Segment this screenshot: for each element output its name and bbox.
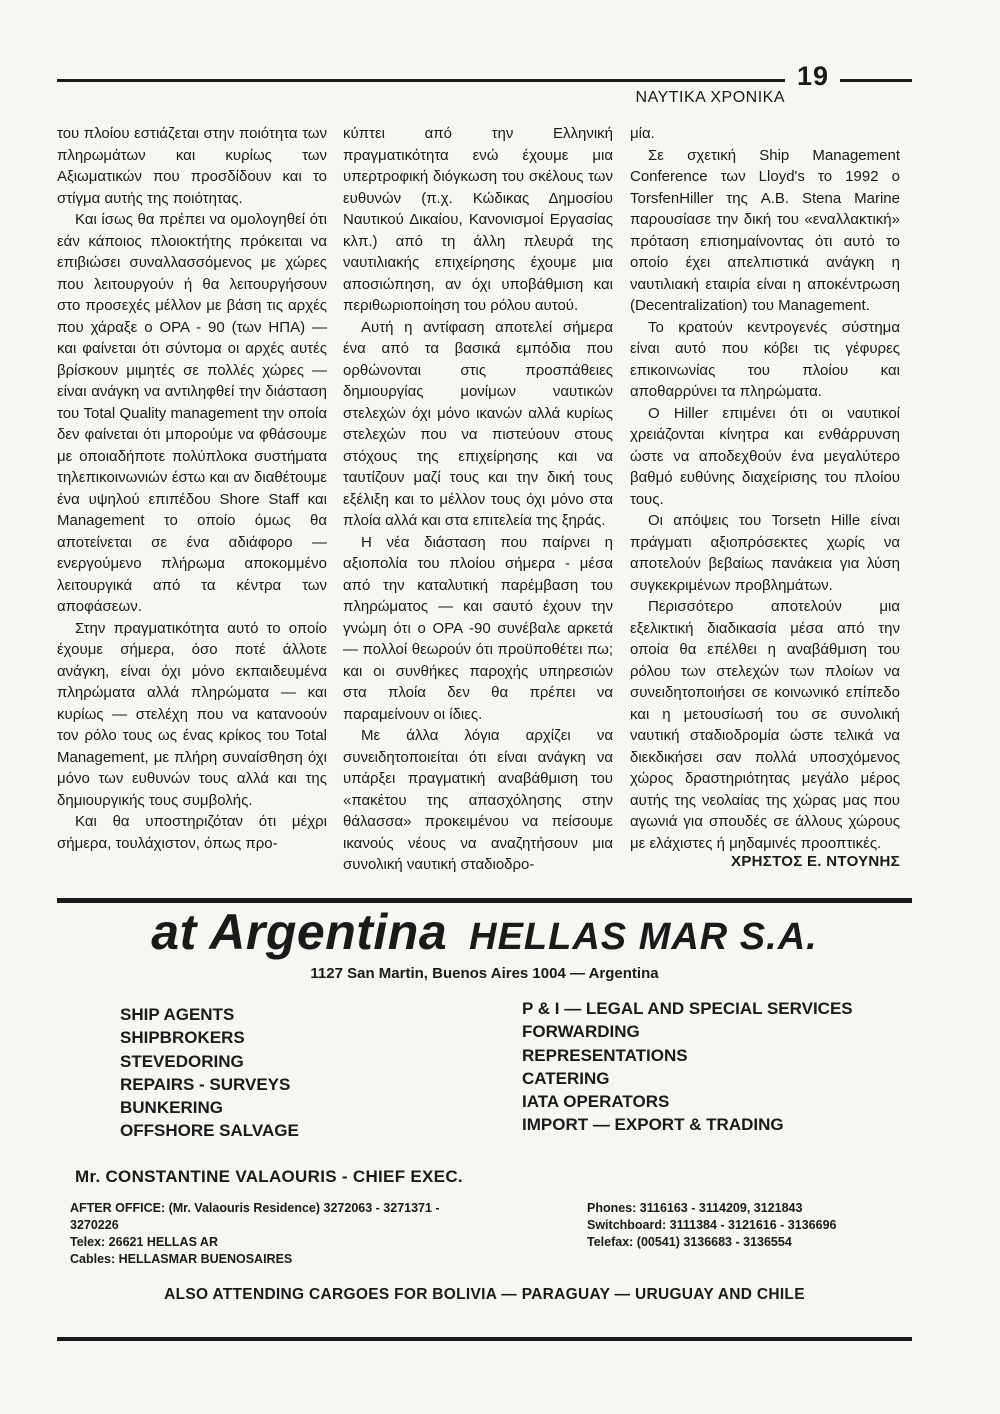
services-list-right <box>522 997 902 1137</box>
header-rule-left <box>57 79 785 82</box>
paragraph: Και ίσως θα πρέπει να ομολογηθεί ότι εάν κάποιος πλοιοκτήτης πρόκειται να επιβιώσει συναλλασσόμενος με χώρες που λειτουργούν ή θα λειτουργήσουν στο προσεχές μέλλον με βάση τις αρχές που χάραξε ο ΟΡΑ - 90 (των ΗΠΑ) — και φαίνεται ότι σύντομα οι αρχές αυτές βρίσκουν μιμητές σε πολλές χώρες — είναι ανάγκη να αντιληφθεί την διάσταση του Total Quality management την οποία δεν φαίνεται ότι μπορούμε να φθάσουμε με οποιαδήποτε πολύπλοκα συστήματα τηλεπικοινωνιών έστω και αν διαθέτουμε ένα υψηλού επιπέδου Shore Staff και Management το οποίο όμως θα αποτείνεται σε ένα αδιάφορο — ενεργούμενο πλήρωμα αποκομμένο λειτουργικά από τα κέντρα των αποφάσεων. <box>57 211 327 615</box>
after-office-line: AFTER OFFICE: (Mr. Valaouris Residence) 3272063 - 3271371 - <box>70 1201 440 1215</box>
article-column-1 <box>57 123 327 854</box>
office-phones <box>587 1200 907 1251</box>
service-item: FORWARDING <box>522 1022 640 1042</box>
services-list-left <box>120 1003 480 1143</box>
ad-title-location: at Argentina <box>151 904 448 960</box>
contact-name: Mr. CONSTANTINE VALAOURIS - CHIEF EXEC. <box>75 1167 463 1186</box>
paragraph: του πλοίου εστιάζεται στην ποιότητα των πληρωμάτων και κυρίως των Αξιωματικών που προσδίδουν και το στίγμα αυτής της ποιότητας. <box>57 125 327 207</box>
header-rule-right <box>840 79 912 82</box>
author-signature: ΧΡΗΣΤΟΣ Ε. ΝΤΟΥΝΗΣ <box>731 853 900 870</box>
after-office-contacts <box>70 1200 515 1268</box>
service-item: CATERING <box>522 1068 610 1088</box>
ad-rule-bottom <box>57 1337 912 1341</box>
paragraph: Περισσότερο αποτελούν μια εξελικτική διαδικασία μέσα από την οποία θα επέλθει η αναβάθμιση του ρόλου των στελεχών των πλοίων να συνειδητοποιήσει σε κοινωνικό επίπεδο και η μετουσίωσή του σε συνολική ναυτική σταδιοδρομία ώστε τελικά να διεκδικήσει σαν πολλά υποσχόμενος χώρος δραστηριότητας μεγάλο μέρος αυτής της νεολαίας της χώρας μας που αγωνιά για σπουδές σε άλλους χώρους με ελάχιστες ή μηδαμινές προοπτικές. <box>630 598 900 852</box>
service-item: BUNKERING <box>120 1098 223 1118</box>
service-item: SHIPBROKERS <box>120 1028 245 1048</box>
ad-title <box>57 903 912 961</box>
after-office-line: 3270226 <box>70 1218 119 1232</box>
paragraph: Ο Hiller επιμένει ότι οι ναυτικοί χρειάζονται κίνητρα και ενθάρρυνση ώστε να αποδεχθούν ένα μεγαλύτερο βαθμό ευθύνης διαχείρισης του πλοίου τους. <box>630 404 900 508</box>
telefax-line: Telefax: (00541) 3136683 - 3136554 <box>587 1235 792 1249</box>
paragraph: Σε σχετική Ship Management Conference των Lloyd's το 1992 ο TorsfenHiller της A.B. Stena Marine παρουσίασε την δική του «εναλλακτική» πρόταση επισημαίνοντας ότι αυτό το οποίο έχει απελπιστικά ανάγκη η ναυτιλιακή εταιρία είναι η αποκέντρωση (Decentralization) του Management. <box>630 146 900 314</box>
service-item: IATA OPERATORS <box>522 1092 670 1112</box>
switchboard-line: Switchboard: 3111384 - 3121616 - 3136696 <box>587 1218 837 1232</box>
paragraph: Και θα υποστηριζόταν ότι μέχρι σήμερα, τουλάχιστον, όπως προ- <box>57 813 327 852</box>
service-item: SHIP AGENTS <box>120 1005 235 1024</box>
paragraph: Στην πραγματικότητα αυτό το οποίο έχουμε σήμερα, όσο ποτέ άλλοτε ανάγκη, είναι όχι μόνο εκπαιδευμένα πληρώματα αλλά πληρώματα — και κυρίως — στελέχη που να κατανοούν τον ρόλο τους ως ένας κρίκος του Total Management, με πλήρη συναίσθηση όχι μόνο των ευθυνών τους αλλά και της δημιουργικής τους συμβολής. <box>57 619 327 809</box>
service-item: OFFSHORE SALVAGE <box>120 1121 299 1141</box>
ad-title-company: HELLAS MAR S.A. <box>469 916 818 958</box>
paragraph: Η νέα διάσταση που παίρνει η αξιοπολία του πλοίου σήμερα - μέσα από την καταλυτική παρέμβαση του πληρώματος — και σαυτό έχουν την γνώμη ότι ο ΟΡΑ -90 συνέβαλε αρκετά — πολλοί θεωρούν ότι προϋποθέτει πω; και οι συνθήκες παροχής υπηρεσιών στα πλοία δεν θα πρέπει να παραμείνουν οι ίδιες. <box>343 533 613 723</box>
service-item: REPRESENTATIONS <box>522 1045 688 1065</box>
telex-line: Telex: 26621 HELLAS AR <box>70 1235 218 1249</box>
page-number: 19 <box>796 61 830 91</box>
paragraph: Με άλλα λόγια αρχίζει να συνειδητοποιείται ότι είναι ανάγκη να υπάρξει πραγματική αναβάθμιση του «πακέτου της απασχόλησης στην θάλασσα» προκειμένου να πείσουμε ικανούς νέους να αναζητήσουν μια συνολική ναυτική σταδιοδρο- <box>343 727 613 873</box>
running-head: ΝΑΥΤΙΚΑ ΧΡΟΝΙΚΑ <box>635 89 785 106</box>
paragraph: Οι απόψεις του Torsetn Hille είναι πράγματι αξιοπρόσεκτες χωρίς να αποτελούν βεβαίως πανάκεια για λύση συγκεκριμένων προβλημάτων. <box>630 512 900 594</box>
paragraph: κύπτει από την Ελληνική πραγματικότητα ενώ έχουμε μια υπερτροφική διόγκωση του σκέλους των ευθυνών (π.χ. Κώδικας Δημοσίου Ναυτικού Δικαίου, Κανονισμοί Εργασίας κλπ.) από τη άλλη πλευρά της ναυτιλιακής επιχείρησης έχουμε μια αποσιώπηση, αν όχι υποβάθμιση και περιθωριοποίηση του ρόλου αυτού. <box>343 125 613 314</box>
article-column-3 <box>630 123 900 854</box>
article-column-2 <box>343 123 613 876</box>
service-item: P & I — LEGAL AND SPECIAL SERVICES <box>522 999 853 1018</box>
service-item: STEVEDORING <box>120 1051 244 1071</box>
paragraph: μία. <box>630 125 655 142</box>
paragraph: Το κρατούν κεντρογενές σύστημα είναι αυτό που κόβει τις γέφυρες επικοινωνίας του πλοίου και αποθαρρύνει τα πληρώματα. <box>630 318 900 400</box>
paragraph: Αυτή η αντίφαση αποτελεί σήμερα ένα από τα βασικά εμπόδια που ορθώνονται στις προσπάθειες δημιουργίας μονίμων ναυτικών στελεχών όχι μόνο ικανών αλλά κυρίως στελεχών που να πιστεύουν στους στόχους της επιχείρησης και να ταυτίζουν μαζί τους και την δική τους εξέλιξη και το μέλλον τους όχι μόνο στα πλοία αλλά και στα επιτελεία της ξηράς. <box>343 318 613 529</box>
phones-line: Phones: 3116163 - 3114209, 3121843 <box>587 1201 803 1215</box>
ad-tagline: ALSO ATTENDING CARGOES FOR BOLIVIA — PARAGUAY — URUGUAY AND CHILE <box>164 1286 805 1303</box>
service-item: IMPORT — EXPORT & TRADING <box>522 1115 784 1135</box>
ad-address: 1127 San Martin, Buenos Aires 1004 — Argentina <box>310 965 659 982</box>
service-item: REPAIRS - SURVEYS <box>120 1074 291 1094</box>
cables-line: Cables: HELLASMAR BUENOSAIRES <box>70 1252 293 1266</box>
